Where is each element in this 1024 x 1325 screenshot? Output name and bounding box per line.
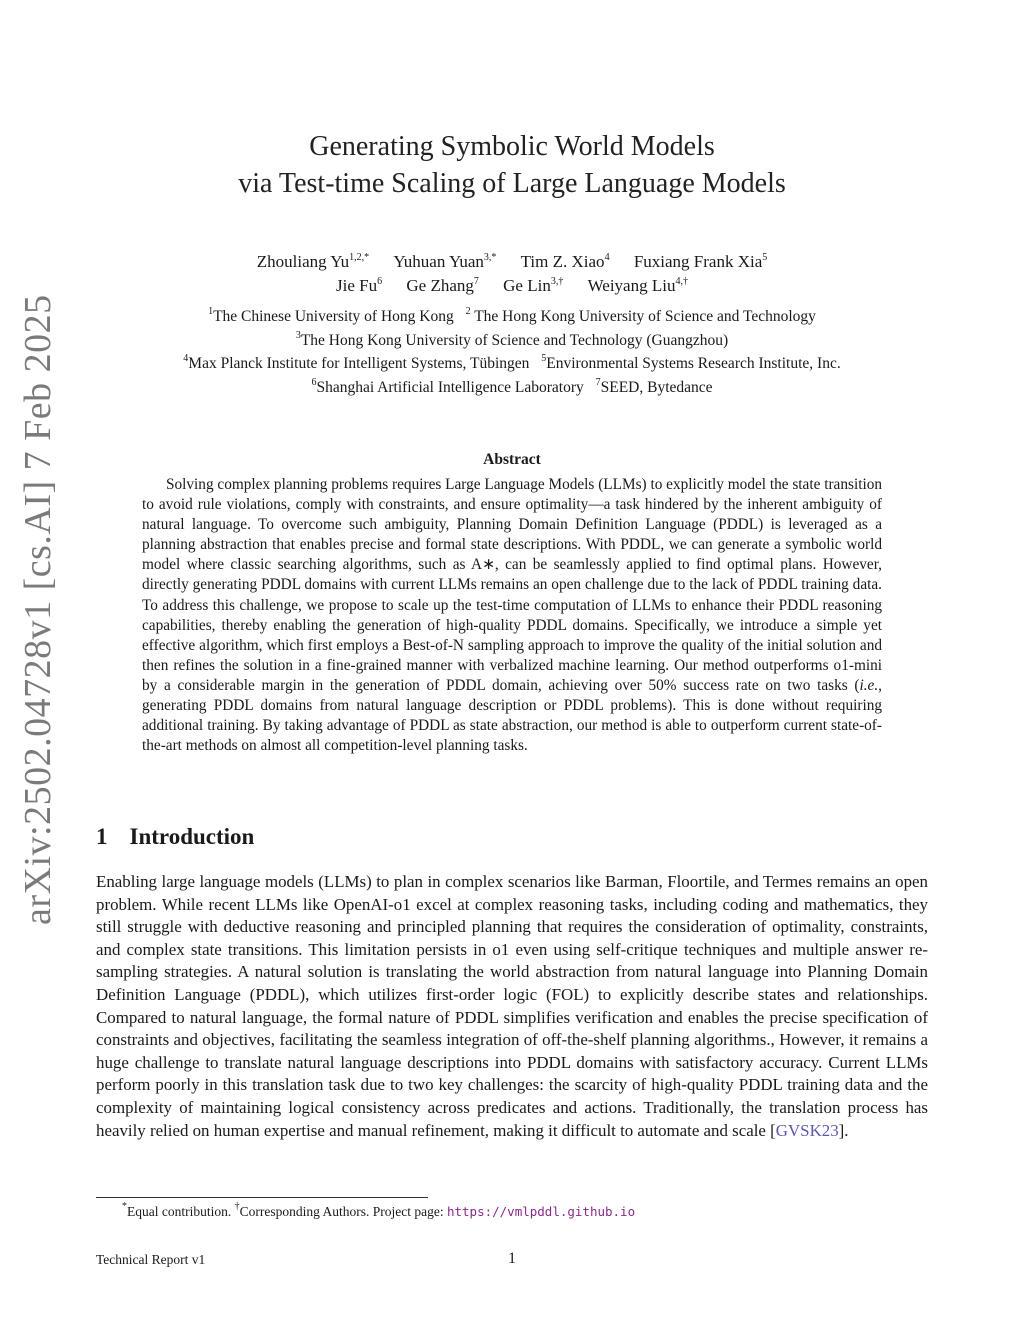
author: Zhouliang $Yu^{1,2,*}$ <box>256 252 370 271</box>
affiliation: $^2$ The Hong Kong University of Science and Technology <box>465 306 816 325</box>
affiliation: $^1$The Chinese University of Hong Kong <box>208 306 454 325</box>
section-title: Introduction <box>129 824 255 849</box>
footnote-divider <box>96 1197 428 1198</box>
arxiv-identifier[interactable]: arXiv:2502.04728v1 [cs.AI] 7 Feb 2025 <box>17 294 59 925</box>
author: Weiyang Liu$^{4,\dagger}$ <box>587 276 688 295</box>
affiliation-line <box>110 352 914 376</box>
affiliation: $^3$The Hong Kong University of Science and Technology (Guangzhou) <box>295 329 729 349</box>
affiliation: $^4$Max Planck Institute for Intelligent Systems, Tübingen <box>183 353 530 372</box>
section-heading-introduction <box>96 824 254 850</box>
author: Fuxiang Frank Xia$^5$ <box>633 252 768 271</box>
title-line-2: via Test-time Scaling of Large Language Models <box>238 168 786 199</box>
abstract-heading: Abstract <box>483 451 541 468</box>
affiliation: $^7$SEED, Bytedance <box>595 376 713 396</box>
title-line-1: Generating Symbolic World Models <box>309 131 715 162</box>
author: Tim Z. Xiao$^4$ <box>520 252 610 271</box>
affiliation-list <box>110 305 914 399</box>
affiliation-line <box>110 329 914 353</box>
affiliation-line <box>110 305 914 329</box>
author: Jie Fu$^6$ <box>336 276 383 295</box>
introduction-paragraph: Enabling large language models (LLMs) to plan in complex scenarios like Barman, Floortile, and Termes remains an open problem. While recent LLMs like OpenAI-o1 excel at complex reasoning tasks, including coding and mathematics, they still struggle with deductive reasoning and principled planning that requires the consideration of optimality, constraints, and complex state transitions. This limitation persists in o1 even using self-critique techniques and multiple answer re-sampling strategies. A natural solution is translating the world abstraction from natural language into Planning Domain Definition Language (PDDL), which utilizes first-order logic (FOL) to explicitly describe states and relationships. Compared to natural language, the formal nature of PDDL simplifies verification and enables the precise specification of constraints and objectives, facilitating the seamless integration of off-the-shelf planning algorithms., However, it remains a huge challenge to translate natural language descriptions into PDDL domains with satisfactory accuracy. Current LLMs perform poorly in this translation task due to two key challenges: the scarcity of high-quality PDDL training data and the complexity of maintaining logical consistency across predicates and actions. Traditionally, the translation process has heavily relied on human expertise and manual refinement, making it difficult to automate and scale [GVSK23]. <box>96 872 928 1140</box>
author: Ge Lin$^{3,\dagger}$ <box>503 276 564 295</box>
project-page-link[interactable]: https://vmlpddl.github.io <box>446 1204 636 1219</box>
section-number: 1 <box>96 824 108 849</box>
footnote: *Equal contribution. †Corresponding Authors. Project page: https://vmlpddl.github.io <box>122 1201 636 1219</box>
affiliation: $^5$Environmental Systems Research Institute, Inc. <box>541 353 841 372</box>
page-number: 1 <box>508 1250 516 1267</box>
affiliation: $^6$Shanghai Artificial Intelligence Laboratory <box>311 376 584 396</box>
citation-link[interactable]: GVSK23 <box>775 1120 839 1140</box>
report-label: Technical Report v1 <box>96 1252 206 1267</box>
author-row-2 <box>120 274 904 298</box>
affiliation-line <box>110 376 914 400</box>
author-row-1 <box>120 250 904 274</box>
author: Yuhuan Yuan$^{3,*}$ <box>393 252 497 271</box>
author: Ge Zhang$^7$ <box>406 276 479 295</box>
paper-title <box>120 128 904 202</box>
author-list <box>120 250 904 298</box>
abstract-text: Solving complex planning problems requires Large Language Models (LLMs) to explicitly model the state transition to avoid rule violations, comply with constraints, and ensure optimality—a task hindered by the inherent ambiguity of natural language. To overcome such ambiguity, Planning Domain Definition Language (PDDL) is leveraged as a planning abstraction that enables precise and formal state descriptions. With PDDL, we can generate a symbolic world model where classic searching algorithms, such as A∗, can be seamlessly applied to find optimal plans. However, directly generating PDDL domains with current LLMs remains an open challenge due to the lack of PDDL training data. To address this challenge, we propose to scale up the test-time computation of LLMs to enhance their PDDL reasoning capabilities, thereby enabling the generation of high-quality PDDL domains. Specifically, we introduce a simple yet effective algorithm, which first employs a Best-of-N sampling approach to improve the quality of the initial solution and then refines the solution in a fine-grained manner with verbalized machine learning. Our method outperforms o1-mini by a considerable margin in the generation of PDDL domain, achieving over 50% success rate on two tasks (i.e., generating PDDL domains from natural language description or PDDL problems). This is done without requiring additional training. By taking advantage of PDDL as state abstraction, our method is able to outperform current state-of-the-art methods on almost all competition-level planning tasks. <box>142 476 882 755</box>
